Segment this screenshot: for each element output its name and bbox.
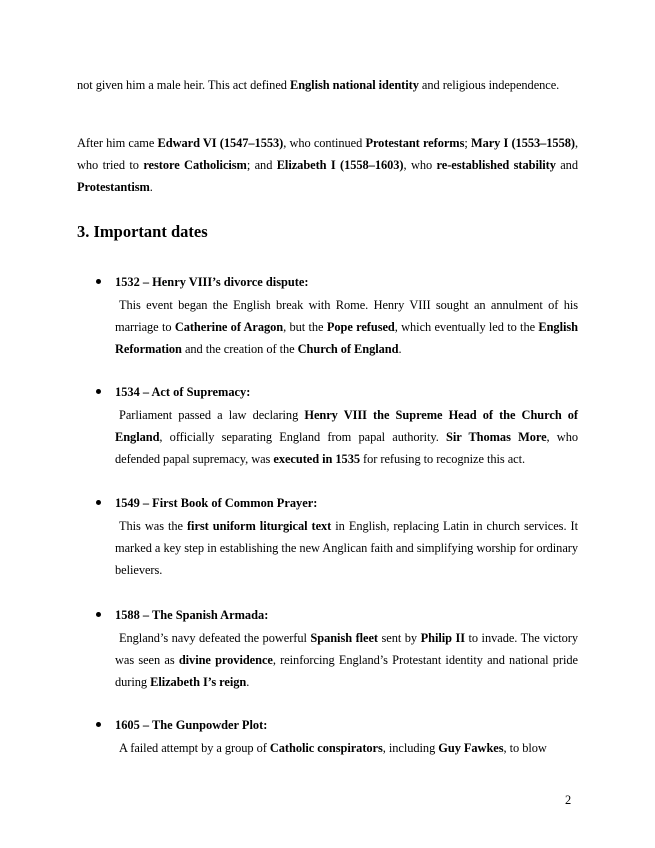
bold-text: Edward VI (1547–1553) (157, 136, 284, 150)
text-run: , who tried to (77, 136, 578, 172)
text-run: not given him a male heir. This act defined (77, 78, 290, 92)
text-run: . (398, 342, 402, 356)
bold-text: Protestantism (77, 180, 150, 194)
text-run: and the creation of the (181, 342, 298, 356)
list-item-title: 1532 – Henry VIII’s divorce dispute: (115, 275, 309, 289)
text-run: , who continued (283, 136, 366, 150)
text-run: ; (464, 136, 471, 150)
bold-text: re-established stability (436, 158, 556, 172)
list-item-body (115, 294, 578, 360)
bold-text: Sir Thomas More (446, 430, 547, 444)
text-run: in English, replacing Latin in church services. It marked a key step in establishing the new Anglican faith and simplifying worship for ordinary believers. (115, 519, 578, 577)
list-item-title: 1549 – First Book of Common Prayer: (115, 496, 318, 510)
bold-text: Elizabeth I’s reign (150, 675, 247, 689)
bullet-icon (96, 389, 101, 394)
list-item-title: 1605 – The Gunpowder Plot: (115, 718, 268, 732)
list-item-body (115, 737, 578, 759)
bold-text: Spanish fleet (310, 631, 379, 645)
text-run: . (246, 675, 250, 689)
text-run: . (149, 180, 153, 194)
bold-text: restore Catholicism (143, 158, 247, 172)
text-run: , but the (283, 320, 327, 334)
list-item-body (115, 404, 578, 470)
bold-text: Philip II (420, 631, 466, 645)
bold-text: Protestant reforms (365, 136, 465, 150)
text-run: A failed attempt by a group of (119, 741, 270, 755)
list-item-title: 1588 – The Spanish Armada: (115, 608, 269, 622)
bold-text: Church of England (297, 342, 399, 356)
text-run: , to blow (503, 741, 547, 755)
section-heading-important-dates: 3. Important dates (77, 222, 208, 241)
bold-text: Henry VIII the Supreme Head of the Church of England (115, 408, 578, 444)
list-item-body (115, 515, 578, 581)
text-run: , who defended papal supremacy, was (115, 430, 578, 466)
text-run: , reinforcing England’s Protestant identity and national pride during (115, 653, 578, 689)
bold-text: Guy Fawkes (438, 741, 504, 755)
list-item-title: 1534 – Act of Supremacy: (115, 385, 251, 399)
text-run: , officially separating England from papal authority. (159, 430, 447, 444)
bullet-icon (96, 500, 101, 505)
bold-text: first uniform liturgical text (186, 519, 332, 533)
text-run: After him came (77, 136, 158, 150)
text-run: sent by (378, 631, 421, 645)
bold-text: English Reformation (115, 320, 578, 356)
text-run: , including (382, 741, 439, 755)
bold-text: Mary I (1553–1558) (470, 136, 575, 150)
bold-text: Catherine of Aragon (174, 320, 284, 334)
text-run: Parliament passed a law declaring (119, 408, 305, 422)
bold-text: divine providence (178, 653, 273, 667)
text-run: and religious independence. (418, 78, 560, 92)
text-run: for refusing to recognize this act. (360, 452, 526, 466)
text-run: to invade. The victory was seen as (115, 631, 578, 667)
text-run: ; and (246, 158, 277, 172)
paragraph-identity (77, 74, 578, 96)
text-run: This event began the English break with Rome. Henry VIII sought an annulment of his marriage to (115, 298, 578, 334)
list-item-body (115, 627, 578, 693)
page-number: 2 (565, 793, 572, 807)
bold-text: executed in 1535 (273, 452, 360, 466)
bold-text: Catholic conspirators (269, 741, 383, 755)
bold-text: English national identity (289, 78, 419, 92)
text-run: England’s navy defeated the powerful (119, 631, 311, 645)
text-run: and (555, 158, 578, 172)
paragraph-successors (77, 132, 578, 198)
bold-text: Pope refused (326, 320, 395, 334)
bullet-icon (96, 722, 101, 727)
bold-text: Elizabeth I (1558–1603) (276, 158, 404, 172)
bullet-icon (96, 612, 101, 617)
text-run: , who (403, 158, 437, 172)
bullet-icon (96, 279, 101, 284)
text-run: , which eventually led to the (394, 320, 539, 334)
text-run: This was the (119, 519, 187, 533)
